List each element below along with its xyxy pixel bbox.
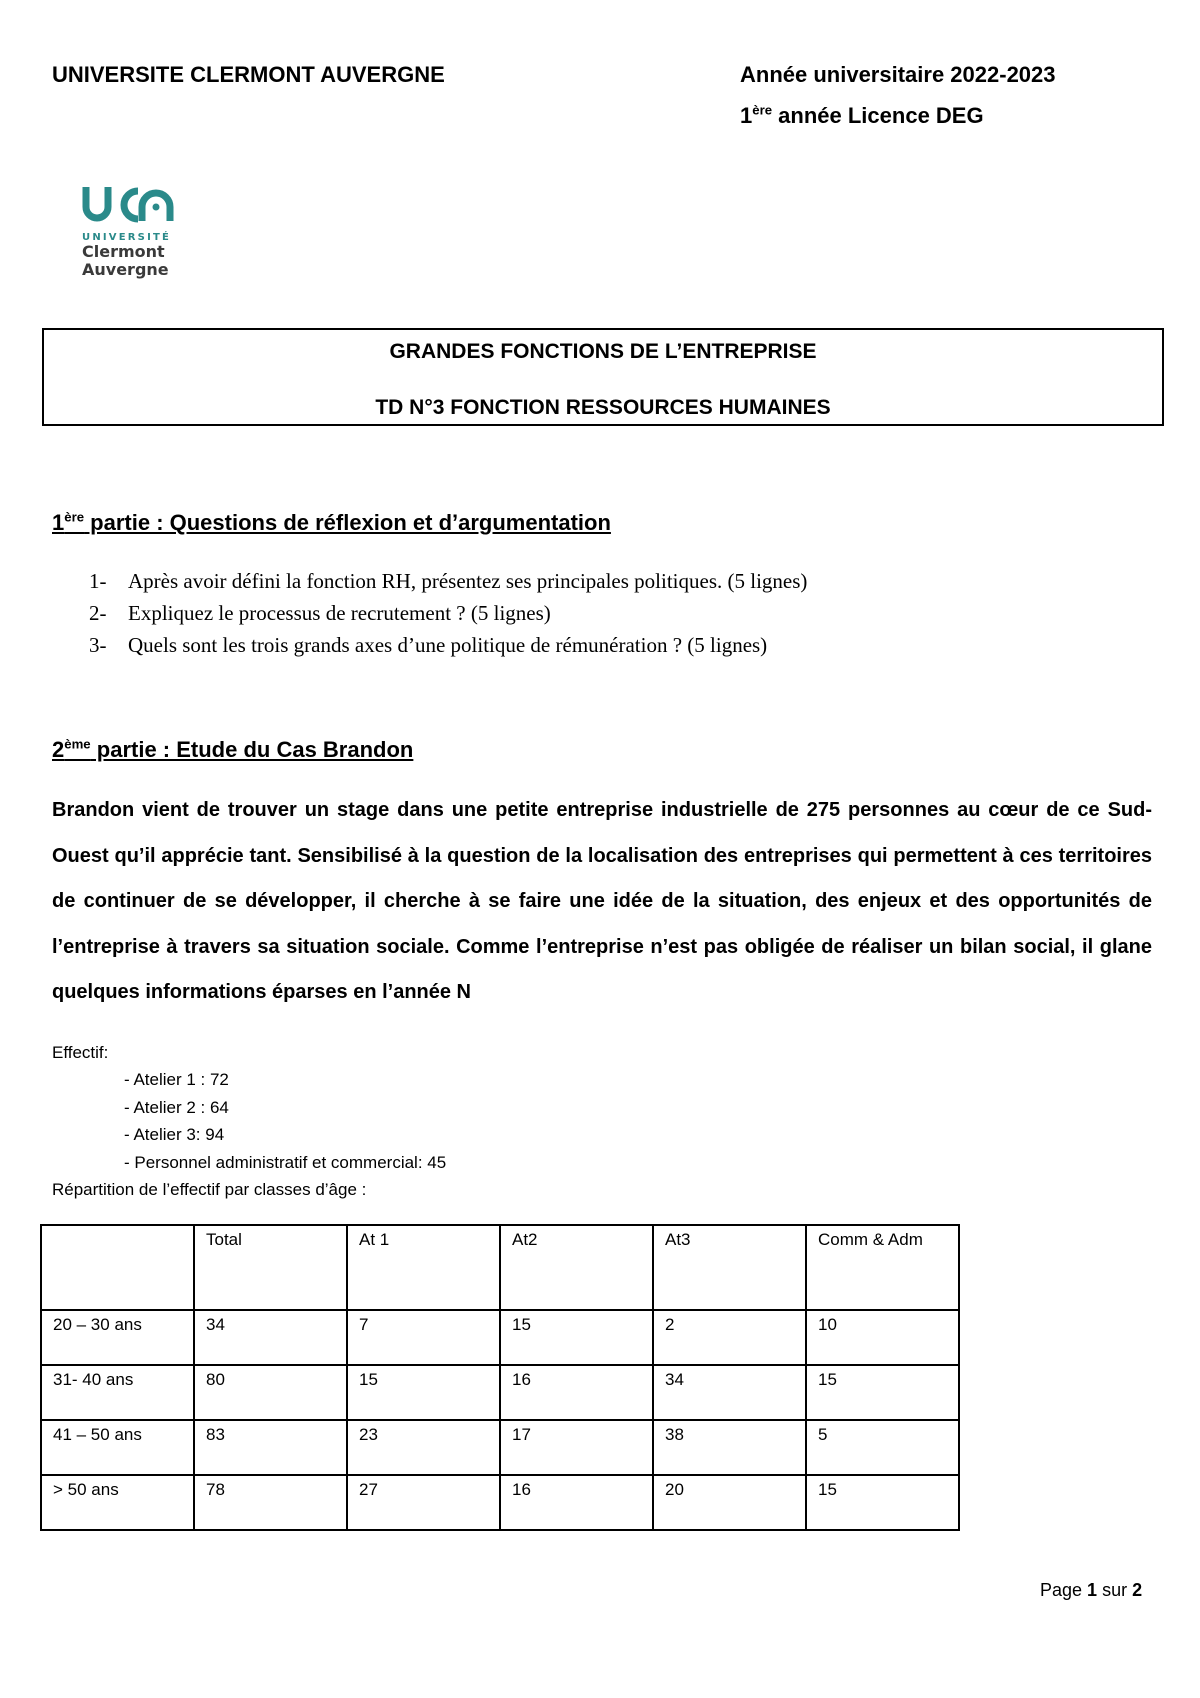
question-item: 1- Après avoir défini la fonction RH, présentez ses principales politiques. (5 lignes) — [89, 569, 808, 593]
case-paragraph: Brandon vient de trouver un stage dans une petite entreprise industrielle de 275 personnes au cœur de ce Sud-Ouest qu’il apprécie tant. Sensibilisé à la question de la localisation des entreprises qui permettent à ces territoires de continuer de se développer, il cherche à se faire une idée de la situation, des enjeux et des opportunités de l’entreprise à travers sa situation sociale. Comme l’entreprise n’est pas obligée de réaliser un bilan social, il glane quelques informations éparses en l’année N — [52, 799, 1152, 1003]
table-header-cell: At 1 — [347, 1225, 500, 1310]
part2-heading: 2ème partie : Etude du Cas Brandon — [52, 736, 414, 762]
table-header-row — [41, 1225, 959, 1310]
table-row: 41 – 50 ans 83 23 17 38 5 — [41, 1420, 959, 1475]
university-name: UNIVERSITE CLERMONT AUVERGNE — [52, 62, 445, 87]
table-header-cell — [41, 1225, 194, 1310]
program-level: 1ère année Licence DEG — [740, 102, 984, 128]
table-header-cell: At2 — [500, 1225, 653, 1310]
effectif-item: - Atelier 2 : 64 — [124, 1097, 229, 1117]
age-distribution-table — [40, 1224, 960, 1531]
academic-year: Année universitaire 2022-2023 — [740, 62, 1056, 87]
effectif-item: - Personnel administratif et commercial: 45 — [124, 1152, 447, 1172]
effectif-item: - Atelier 1 : 72 — [124, 1070, 229, 1089]
table-row: 31- 40 ans 80 15 16 34 15 — [41, 1365, 959, 1420]
uca-logo-mark — [82, 183, 174, 225]
part1-heading: 1ère partie : Questions de réflexion et d’argumentation — [52, 509, 611, 535]
question-item: 3- Quels sont les trois grands axes d’une politique de rémunération ? (5 lignes) — [89, 633, 768, 657]
effectif-item: - Atelier 3: 94 — [124, 1125, 225, 1144]
table-row: 20 – 30 ans 34 7 15 2 10 — [41, 1310, 959, 1365]
title-box — [42, 328, 1164, 426]
repartition-label: Répartition de l’effectif par classes d’âge : — [52, 1180, 367, 1199]
table-row: > 50 ans 78 27 16 20 15 — [41, 1475, 959, 1530]
table-header-cell: Comm & Adm — [806, 1225, 959, 1310]
td-title: TD N°3 FONCTION RESSOURCES HUMAINES — [375, 396, 831, 419]
part1-question-list — [89, 565, 807, 661]
university-logo: UNIVERSITÉ Clermont Auvergne — [82, 183, 192, 279]
effectif-label: Effectif: — [52, 1043, 109, 1062]
table-header-cell: At3 — [653, 1225, 806, 1310]
effectif-list — [124, 1066, 446, 1176]
question-item: 2- Expliquez le processus de recrutement ? (5 lignes) — [89, 601, 551, 625]
course-title: GRANDES FONCTIONS DE L’ENTREPRISE — [389, 340, 817, 363]
page-number: Page 1 sur 2 — [1040, 1580, 1143, 1600]
table-header-cell: Total — [194, 1225, 347, 1310]
